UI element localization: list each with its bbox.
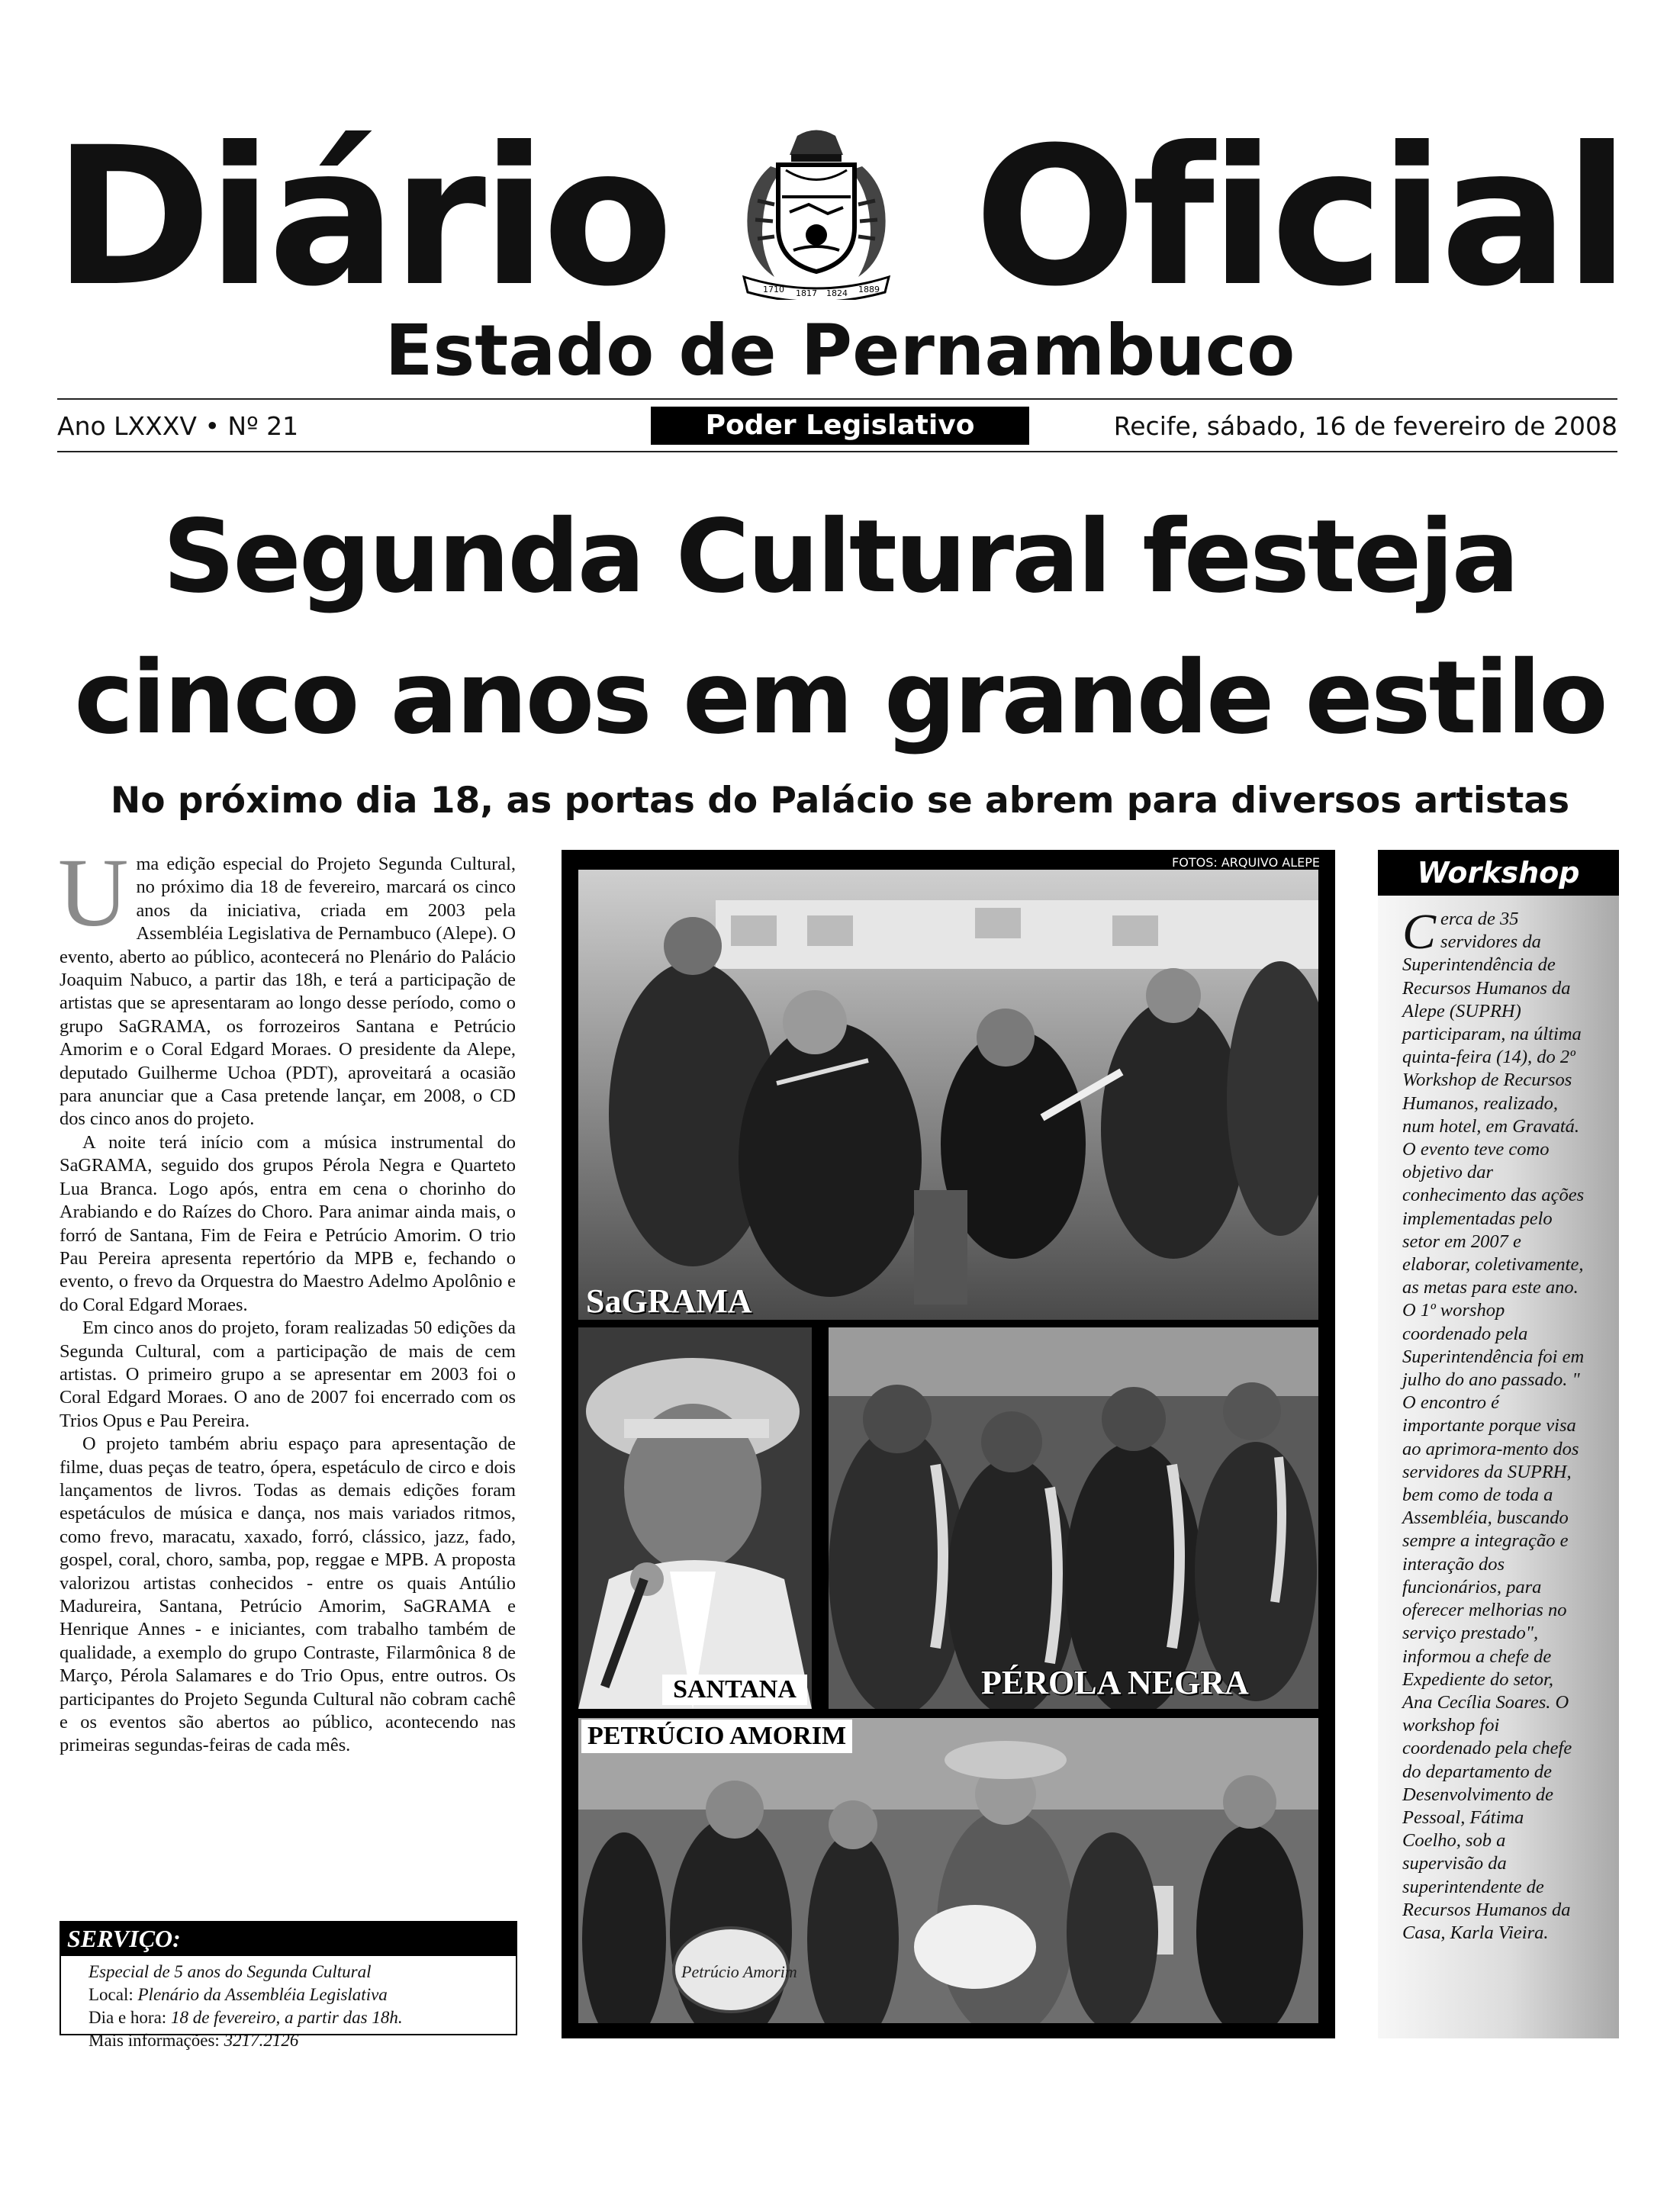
caption-santana: SANTANA xyxy=(662,1675,807,1705)
coat-of-arms-icon xyxy=(729,128,904,300)
dateline: Recife, sábado, 16 de fevereiro de 2008 xyxy=(1113,411,1617,441)
servico-info: Mais informações: 3217.2126 xyxy=(89,2031,299,2050)
masthead-bottom-rule xyxy=(57,451,1617,452)
photo-sagrama-image xyxy=(578,870,1318,1320)
article-paragraph-1: Uma edição especial do Projeto Segunda Cultural, no próximo dia 18 de fevereiro, marcará os cinco anos da iniciativa, criada em 2003 pela Assembléia Legislativa de Pernambuco (Alepe). O evento, aberto ao público, acontecerá no Plenário do Palácio Joaquim Nabuco, a partir das 18h, e terá a participação de artistas que se apresentaram ao longo desse período, como o grupo SaGRAMA, os forrozeiros Santana e Petrúcio Amorim e o Coral Edgard Moraes. O presidente da Alepe, deputado Guilherme Uchoa (PDT), aproveitará a ocasião para anunciar que a Casa pretende lançar, em 2008, o CD dos cinco anos do projeto. xyxy=(58,838,516,1130)
seal-year-2: 1817 xyxy=(796,288,817,298)
article-paragraph-3: Em cinco anos do projeto, foram realizadas 50 edições da Segunda Cultural, com a participação de mais de cem artistas. O primeiro grupo a se apresentar em 2003 foi o Coral Edgard Moraes. O ano de 2007 foi encerrado com os Trios Opus e Pau Pereira. xyxy=(60,1317,516,1431)
servico-date: Dia e hora: 18 de fevereiro, a partir das 18h. xyxy=(89,2008,403,2027)
seal-year-3: 1824 xyxy=(826,288,848,298)
photo-petrucio xyxy=(578,1718,1318,2023)
article-paragraph-2: A noite terá início com a música instrumental do SaGRAMA, seguido dos grupos Pérola Negra e Quarteto Lua Branca. Logo após, entra em cena o chorinho do Arabiando e do Raízes do Choro. Para animar ainda mais, o forró de Santana, Fim de Feira e Petrúcio Amorim. O trio Pau Pereira apresenta repertório da MPB e, fechando o evento, o frevo da Orquestra do Maestro Adelmo Apolônio e do Coral Edgard Moraes. xyxy=(60,1131,516,1315)
photo-petrucio-image xyxy=(578,1718,1318,2023)
servico-local: Local: Plenário da Assembléia Legislativa xyxy=(89,1985,388,2004)
headline-line-1: Segunda Cultural festeja xyxy=(163,498,1517,616)
section-badge: Poder Legislativo xyxy=(651,407,1029,445)
article-paragraph-4: O projeto também abriu espaço para apresentação de filme, duas peças de teatro, ópera, espetáculo de circo e dois lançamentos de livros. Todas as demais edições foram espetáculos de música e dança, nos mais variados ritmos, como frevo, maracatu, xaxado, forró, clássico, jazz, fado, gospel, coral, choro, samba, pop, reggae e MPB. A proposta valorizou artistas conhecidos - entre os quais Antúlio Madureira, Santana, Petrúcio Amorim, SaGRAMA e Henrique Annes - e iniciantes, com trabalho também de qualidade, a exemplo do grupo Contraste, Filarmônica 8 de Março, Pérola Salamares e do Trio Opus, entre outros. Os participantes do Projeto Segunda Cultural não cobram cachê e os eventos são abertos ao público, acontecendo nas primeiras segundas-feiras de cada mês. xyxy=(60,1433,516,1756)
masthead-subtitle: Estado de Pernambuco xyxy=(385,310,1295,391)
caption-perola-negra: PÉROLA NEGRA xyxy=(981,1664,1249,1701)
workshop-dropcap: C xyxy=(1402,904,1437,960)
headline-line-2: cinco anos em grande estilo xyxy=(74,639,1606,757)
photo-perola-negra xyxy=(829,1327,1318,1709)
seal-year-4: 1889 xyxy=(858,285,880,294)
servico-box xyxy=(60,1956,517,2050)
article-dropcap: U xyxy=(58,838,129,947)
seal-year-1: 1710 xyxy=(763,285,784,294)
photo-sagrama xyxy=(578,870,1318,1320)
servico-heading: SERVIÇO: xyxy=(60,1921,517,1956)
photo-santana-image xyxy=(578,1327,812,1709)
servico-event: Especial de 5 anos do Segunda Cultural xyxy=(89,1962,372,1981)
masthead-word-oficial: Oficial xyxy=(974,106,1625,328)
caption-sagrama: SaGRAMA xyxy=(586,1282,752,1320)
drum-text: Petrúcio Amorim xyxy=(681,1962,797,1981)
workshop-text xyxy=(1402,904,1585,1945)
photo-santana xyxy=(578,1327,812,1709)
photo-credit: FOTOS: ARQUIVO ALEPE xyxy=(1172,855,1320,870)
masthead-top-rule xyxy=(57,398,1617,400)
photo-perola-image xyxy=(829,1327,1318,1709)
headline-deck: No próximo dia 18, as portas do Palácio se abrem para diversos artistas xyxy=(110,780,1570,822)
workshop-body: erca de 35 servidores da Superintendência de Recursos Humanos da Alepe (SUPRH) participaram, na última quinta-feira (14), do 2º Workshop de Recursos Humanos, realizado, num hotel, em Gravatá. O evento teve como objetivo dar conhecimento das ações implementadas pelo setor em 2007 e elaborar, coletivamente, as metas para este ano. O 1º worshop coordenado pela Superintendência foi em julho do ano passado. " O encontro é importante porque visa ao aprimora-mento dos servidores da SUPRH, bem como de toda a Assembléia, buscando sempre a integração e interação dos funcionários, para oferecer melhorias no serviço prestado", informou a chefe de Expediente do setor, Ana Cecília Soares. O workshop foi coordenado pela chefe do departamento de Desenvolvimento de Pessoal, Fátima Coelho, sob a supervisão da superintendente de Recursos Humanos da Casa, Karla Vieira. xyxy=(1402,909,1585,1943)
main-article xyxy=(58,838,516,1758)
workshop-heading: Workshop xyxy=(1378,850,1619,896)
masthead-word-diario: Diário xyxy=(53,106,669,328)
caption-petrucio: PETRÚCIO AMORIM xyxy=(581,1720,852,1753)
issue-number: Ano LXXXV • Nº 21 xyxy=(57,411,299,441)
